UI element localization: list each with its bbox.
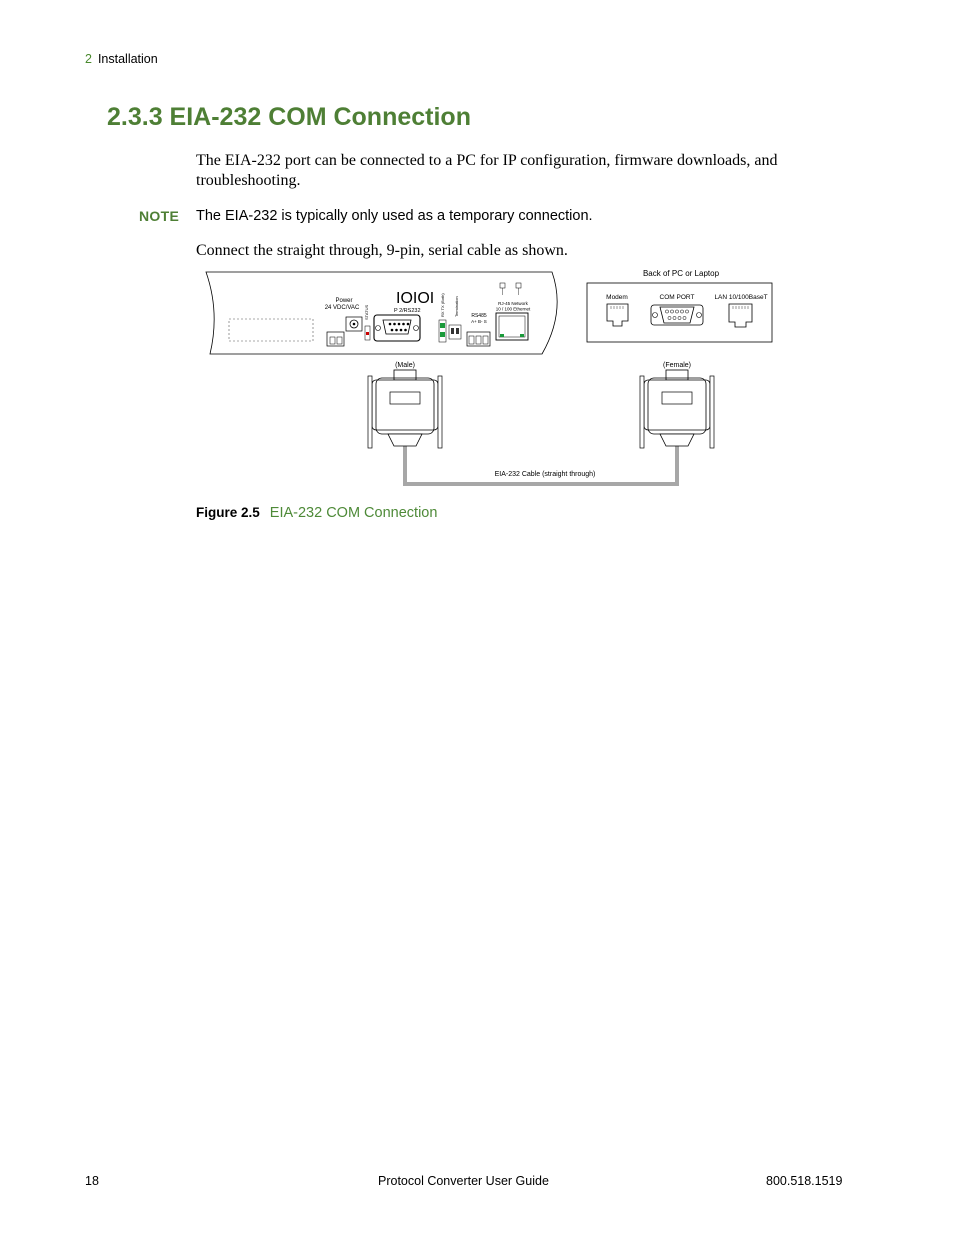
status-label: STATUS: [364, 304, 369, 320]
termination-switch: [449, 325, 461, 339]
running-header: [85, 52, 158, 66]
rxtx-label: RX TX (Both): [440, 293, 445, 317]
power-label: Power: [335, 298, 353, 304]
db9-female-com-port: [651, 305, 703, 325]
chapter-title: Installation: [97, 52, 158, 66]
phone-number: 800.518.1519: [766, 1174, 843, 1188]
note-text: The EIA-232 is typically only used as a temporary connection.: [196, 208, 593, 224]
page-number: 18: [85, 1174, 99, 1188]
rj45-spec: 10 / 100 Ethernet: [495, 306, 531, 312]
termination-label: Termination: [454, 296, 459, 317]
figure-eia232-diagram: [196, 262, 786, 492]
female-db9-connector: [640, 370, 714, 448]
rs485-pins: A+ B- S: [471, 319, 487, 324]
lan-label: LAN 10/100BaseT: [714, 294, 768, 301]
intro-paragraph: The EIA-232 port can be connected to a PC for IP configuration, firmware downloads, and troubleshooting.: [196, 152, 778, 189]
figure-caption: [196, 505, 437, 521]
guide-title: Protocol Converter User Guide: [378, 1174, 549, 1188]
figure-number: Figure 2.5: [196, 505, 260, 520]
figure-title: EIA-232 COM Connection: [269, 505, 438, 521]
rj45-label: RJ-45 Network: [498, 301, 528, 306]
rs485-label: RS485: [471, 313, 487, 319]
port-label: P 2/RS232: [394, 308, 421, 314]
section-title: 2.3.3 EIA-232 COM Connection: [107, 103, 471, 131]
power-spec: 24 VDC/VAC: [324, 305, 360, 311]
pc-title: Back of PC or Laptop: [642, 269, 720, 278]
female-label: (Female): [662, 362, 692, 369]
modem-label: Modem: [606, 294, 628, 301]
com-port-label: COM PORT: [659, 294, 695, 301]
male-db9-connector: [368, 370, 442, 448]
ioioi-logo: IOIOI: [396, 290, 435, 307]
db9-male-port: [374, 315, 420, 341]
chapter-number: 2: [85, 52, 92, 66]
male-label: (Male): [395, 362, 415, 369]
cable-label: EIA-232 Cable (straight through): [494, 471, 596, 478]
connect-paragraph: Connect the straight through, 9-pin, serial cable as shown.: [196, 242, 568, 259]
note-label: NOTE: [139, 208, 180, 224]
